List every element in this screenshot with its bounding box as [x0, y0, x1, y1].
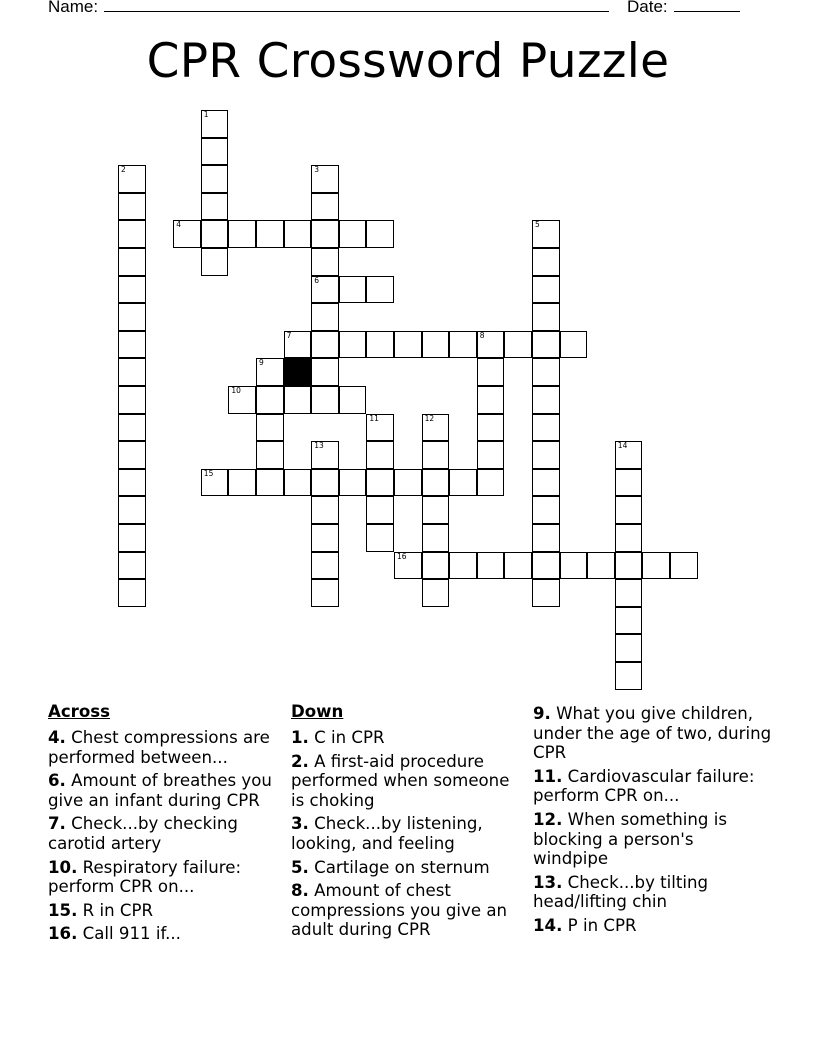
- crossword-cell[interactable]: [256, 469, 284, 497]
- clue-text: Check...by checking carotid artery: [48, 814, 238, 853]
- clue-number-label: 8.: [291, 881, 309, 901]
- clue-number-label: 3.: [291, 814, 309, 834]
- crossword-cell[interactable]: [532, 220, 560, 248]
- clue-number: 9: [259, 358, 264, 368]
- clue-number: 10: [231, 386, 241, 395]
- crossword-cell[interactable]: [201, 220, 229, 248]
- clue-number-label: 6.: [48, 771, 66, 791]
- crossword-cell[interactable]: [449, 331, 477, 359]
- clue-item: [533, 916, 773, 936]
- clue-number: 12: [424, 413, 435, 423]
- clue-number: 7: [286, 330, 292, 340]
- clue-text: R in CPR: [77, 900, 154, 920]
- crossword-cell[interactable]: [311, 248, 339, 276]
- crossword-cell[interactable]: [366, 496, 394, 524]
- crossword-cell[interactable]: [477, 441, 505, 469]
- crossword-cell[interactable]: [118, 496, 146, 524]
- crossword-cell[interactable]: [615, 441, 643, 469]
- crossword-cell[interactable]: [504, 552, 532, 580]
- clue-item: [48, 924, 284, 944]
- clue-number: 4: [176, 220, 181, 230]
- crossword-cell[interactable]: [256, 358, 284, 386]
- clue-number-label: 14.: [533, 915, 563, 935]
- crossword-cell[interactable]: [532, 276, 560, 304]
- clue-number: 16: [397, 551, 407, 561]
- clue-number: 14: [617, 441, 628, 451]
- crossword-cell[interactable]: [118, 220, 146, 248]
- crossword-cell[interactable]: [284, 220, 312, 248]
- crossword-cell[interactable]: [256, 414, 284, 442]
- crossword-cell[interactable]: [394, 331, 422, 359]
- clue-number-label: 9.: [533, 704, 551, 723]
- crossword-cell[interactable]: [477, 331, 505, 359]
- crossword-cell[interactable]: [477, 552, 505, 580]
- crossword-cell[interactable]: [394, 469, 422, 497]
- clue-number: 1: [203, 110, 209, 119]
- clue-number: 8: [479, 330, 485, 340]
- date-label: Date:: [627, 0, 668, 16]
- crossword-cell[interactable]: [118, 414, 146, 442]
- crossword-cell[interactable]: [422, 496, 450, 524]
- clue-item: [48, 814, 284, 853]
- clue-item: [291, 881, 527, 940]
- crossword-cell[interactable]: [311, 331, 339, 359]
- crossword-cell[interactable]: [477, 414, 505, 442]
- name-line[interactable]: [104, 0, 609, 12]
- clue-text: Amount of chest compressions you give an adult during CPR: [291, 881, 508, 940]
- crossword-cell[interactable]: [532, 524, 560, 552]
- crossword-cell[interactable]: [615, 607, 643, 635]
- crossword-cell[interactable]: [422, 414, 450, 442]
- down-heading: Down: [291, 702, 344, 721]
- crossword-cell[interactable]: [173, 220, 201, 248]
- clue-number: 11: [369, 413, 379, 423]
- crossword-cell[interactable]: [201, 248, 229, 276]
- crossword-cell[interactable]: [615, 496, 643, 524]
- clue-text: P in CPR: [562, 915, 637, 935]
- clue-number: 13: [314, 441, 324, 451]
- crossword-cell[interactable]: [532, 358, 560, 386]
- crossword-cell[interactable]: [118, 386, 146, 414]
- crossword-cell[interactable]: [339, 276, 367, 304]
- crossword-cell[interactable]: [118, 303, 146, 331]
- clue-number-label: 15.: [48, 900, 78, 920]
- clue-number-label: 7.: [48, 814, 66, 834]
- crossword-cell[interactable]: [201, 469, 229, 497]
- crossword-cell[interactable]: [118, 579, 146, 607]
- clue-number: 15: [203, 468, 214, 478]
- clue-item: [48, 728, 284, 767]
- crossword-cell[interactable]: [560, 331, 588, 359]
- clue-text: Chest compressions are performed between...: [48, 728, 270, 767]
- clue-number-label: 11.: [533, 766, 563, 786]
- crossword-cell[interactable]: [366, 414, 394, 442]
- crossword-cell[interactable]: [118, 469, 146, 497]
- crossword-cell[interactable]: [311, 441, 339, 469]
- crossword-cell[interactable]: [284, 469, 312, 497]
- crossword-cell[interactable]: [339, 469, 367, 497]
- clue-text: Amount of breathes you give an infant during CPR: [48, 771, 272, 810]
- clue-item: [533, 767, 773, 806]
- crossword-cell[interactable]: [532, 552, 560, 580]
- crossword-cell[interactable]: [560, 552, 588, 580]
- clue-item: [291, 752, 527, 811]
- clue-number-label: 1.: [291, 728, 309, 747]
- crossword-cell[interactable]: [532, 331, 560, 359]
- crossword-cell[interactable]: [366, 469, 394, 497]
- crossword-cell[interactable]: [118, 248, 146, 276]
- crossword-cell[interactable]: [532, 441, 560, 469]
- crossword-cell[interactable]: [311, 220, 339, 248]
- crossword-cell[interactable]: [311, 469, 339, 497]
- crossword-cell[interactable]: [366, 220, 394, 248]
- crossword-cell[interactable]: [587, 552, 615, 580]
- crossword-cell[interactable]: [339, 331, 367, 359]
- clue-item: [291, 858, 527, 878]
- crossword-cell[interactable]: [284, 386, 312, 414]
- crossword-cell[interactable]: [118, 441, 146, 469]
- crossword-cell[interactable]: [615, 662, 643, 690]
- clue-number-label: 10.: [48, 857, 78, 877]
- crossword-cell[interactable]: [228, 386, 256, 414]
- crossword-cell[interactable]: [642, 552, 670, 580]
- crossword-cell[interactable]: [311, 386, 339, 414]
- clue-item: [291, 728, 527, 748]
- name-field[interactable]: [48, 0, 609, 17]
- crossword-cell[interactable]: [339, 386, 367, 414]
- crossword-cell[interactable]: [311, 524, 339, 552]
- crossword-cell[interactable]: [339, 220, 367, 248]
- clue-text: Check...by listening, looking, and feeling: [291, 814, 483, 853]
- crossword-cell[interactable]: [477, 358, 505, 386]
- clue-item: [533, 810, 773, 869]
- crossword-cell[interactable]: [118, 193, 146, 221]
- clue-number-label: 2.: [291, 751, 309, 771]
- crossword-cell[interactable]: [366, 441, 394, 469]
- crossword-cell[interactable]: [256, 220, 284, 248]
- name-label: Name:: [48, 0, 99, 16]
- clue-item: [48, 771, 284, 810]
- crossword-cell[interactable]: [201, 193, 229, 221]
- clue-text: Cardiovascular failure: perform CPR on...: [533, 766, 755, 806]
- clue-text: What you give children, under the age of two, during CPR: [533, 704, 772, 763]
- date-field[interactable]: [627, 0, 740, 17]
- crossword-cell[interactable]: [532, 386, 560, 414]
- crossword-cell[interactable]: [615, 524, 643, 552]
- crossword-cell[interactable]: [477, 469, 505, 497]
- clue-item: [48, 901, 284, 921]
- clue-item: [291, 814, 527, 853]
- crossword-cell[interactable]: [422, 441, 450, 469]
- crossword-cell[interactable]: [670, 552, 698, 580]
- page-title: CPR Crossword Puzzle: [146, 34, 670, 89]
- crossword-cell[interactable]: [228, 220, 256, 248]
- crossword-cell[interactable]: [532, 414, 560, 442]
- clue-number-label: 4.: [48, 728, 66, 747]
- clue-number-label: 12.: [533, 809, 563, 829]
- crossword-cell[interactable]: [615, 579, 643, 607]
- clue-item: [48, 858, 284, 897]
- crossword-cell[interactable]: [118, 358, 146, 386]
- clue-text: Call 911 if...: [77, 924, 181, 944]
- crossword-cell[interactable]: [615, 469, 643, 497]
- across-heading: Across: [48, 702, 111, 721]
- crossword-cell[interactable]: [201, 165, 229, 193]
- crossword-cell[interactable]: [118, 331, 146, 359]
- clue-number-label: 5.: [291, 857, 309, 877]
- crossword-cell[interactable]: [118, 276, 146, 304]
- crossword-cell[interactable]: [532, 469, 560, 497]
- crossword-cell[interactable]: [615, 634, 643, 662]
- clue-number: 2: [121, 165, 126, 175]
- crossword-cell[interactable]: [366, 331, 394, 359]
- clue-number-label: 16.: [48, 924, 78, 944]
- crossword-cell[interactable]: [311, 165, 339, 193]
- crossword-cell[interactable]: [422, 331, 450, 359]
- clue-number: 6: [314, 275, 319, 285]
- crossword-cell[interactable]: [615, 552, 643, 580]
- across-clues: [48, 702, 284, 948]
- crossword-cell[interactable]: [311, 579, 339, 607]
- crossword-cell[interactable]: [504, 331, 532, 359]
- crossword-cell[interactable]: [201, 138, 229, 166]
- down-clues: [291, 702, 527, 944]
- crossword-cell[interactable]: [311, 496, 339, 524]
- crossword-cell[interactable]: [311, 552, 339, 580]
- clue-number: 3: [314, 165, 319, 175]
- crossword-cell[interactable]: [284, 331, 312, 359]
- crossword-cell[interactable]: [532, 496, 560, 524]
- clue-text: Respiratory failure: perform CPR on...: [48, 857, 242, 897]
- crossword-cell[interactable]: [311, 303, 339, 331]
- clue-text: Check...by tilting head/lifting chin: [533, 872, 709, 912]
- crossword-cell[interactable]: [449, 469, 477, 497]
- crossword-cell[interactable]: [422, 469, 450, 497]
- crossword-block: [284, 358, 312, 386]
- crossword-cell[interactable]: [449, 552, 477, 580]
- crossword-cell[interactable]: [532, 579, 560, 607]
- crossword-cell[interactable]: [394, 552, 422, 580]
- clue-text: When something is blocking a person's windpipe: [533, 809, 727, 869]
- crossword-cell[interactable]: [532, 303, 560, 331]
- crossword-cell[interactable]: [118, 165, 146, 193]
- crossword-cell[interactable]: [256, 386, 284, 414]
- date-line[interactable]: [674, 0, 740, 12]
- down-clues-continued: [533, 704, 773, 940]
- crossword-cell[interactable]: [477, 386, 505, 414]
- crossword-cell[interactable]: [422, 524, 450, 552]
- crossword-cell[interactable]: [422, 579, 450, 607]
- clue-item: [533, 704, 773, 763]
- crossword-cell[interactable]: [256, 441, 284, 469]
- clue-text: C in CPR: [308, 728, 385, 747]
- crossword-cell[interactable]: [228, 469, 256, 497]
- crossword-cell[interactable]: [366, 276, 394, 304]
- crossword-cell[interactable]: [201, 110, 229, 138]
- clue-text: Cartilage on sternum: [308, 857, 490, 877]
- crossword-cell[interactable]: [311, 358, 339, 386]
- clue-number: 5: [535, 220, 540, 230]
- crossword-cell[interactable]: [311, 193, 339, 221]
- crossword-cell[interactable]: [422, 552, 450, 580]
- clue-number-label: 13.: [533, 872, 563, 892]
- clue-item: [533, 873, 773, 912]
- crossword-cell[interactable]: [366, 524, 394, 552]
- crossword-cell[interactable]: [532, 248, 560, 276]
- crossword-cell[interactable]: [118, 552, 146, 580]
- crossword-cell[interactable]: [311, 276, 339, 304]
- clue-text: A first-aid procedure performed when someone is choking: [291, 751, 510, 810]
- crossword-cell[interactable]: [118, 524, 146, 552]
